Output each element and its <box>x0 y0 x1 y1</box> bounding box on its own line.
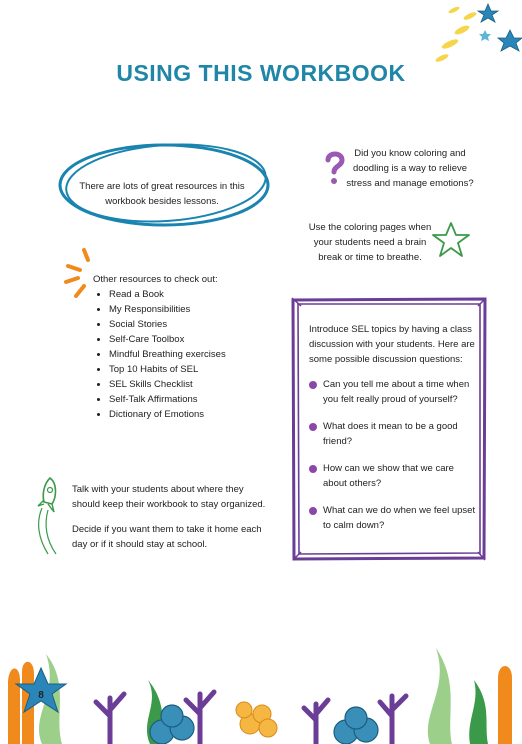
discussion-question: Can you tell me about a time when you felt really proud of yourself? <box>309 377 479 407</box>
list-item: • Social Stories <box>109 317 293 332</box>
bullet-dot <box>309 465 317 473</box>
rocket-icon <box>26 474 70 560</box>
discussion-question: What can we do when we feel upset to calm down? <box>309 503 479 533</box>
did-you-know-text: Did you know coloring and doodling is a way to relieve stress and manage emotions? <box>346 148 474 189</box>
seaweed-icon <box>428 648 452 744</box>
other-resources-heading: Other resources to check out: <box>93 274 218 285</box>
discussion-question: How can we show that we care about others? <box>309 461 479 491</box>
yellow-coral-icon <box>236 702 277 737</box>
list-item: • My Responsibilities <box>109 302 293 317</box>
orange-burst-icon <box>62 246 96 302</box>
seaweed-icon <box>469 680 488 744</box>
lens-text: There are lots of great resources in this workbook besides lessons. <box>79 181 245 207</box>
bullet-dot <box>309 381 317 389</box>
bullet-dot <box>309 507 317 515</box>
blue-star-icon <box>498 30 522 51</box>
list-item: • SEL Skills Checklist <box>109 377 293 392</box>
other-resources <box>93 272 293 422</box>
discussion-intro: Introduce SEL topics by having a class discussion with your students. Here are some possible discussion questions: <box>309 324 475 365</box>
page-title: USING THIS WORKBOOK <box>116 60 406 86</box>
talk-paragraph: Talk with your students about where they should keep their workbook to stay organized. <box>72 484 266 510</box>
coloring-tip-text: Use the coloring pages when your students need a brain break or time to breathe. <box>308 222 432 263</box>
coral-reef-decoration <box>0 624 522 744</box>
bullet-dot <box>309 423 317 431</box>
discussion-box <box>309 322 479 545</box>
blue-star-icon <box>478 4 498 22</box>
list-item: • Mindful Breathing exercises <box>109 347 293 362</box>
list-item: • Self-Talk Affirmations <box>109 392 293 407</box>
green-star-icon <box>430 220 472 260</box>
list-item: • Self-Care Toolbox <box>109 332 293 347</box>
page-number: 8 <box>38 690 44 701</box>
talk-paragraph: Decide if you want them to take it home each day or if it should stay at school. <box>72 524 262 550</box>
talk-text <box>72 482 272 562</box>
discussion-question: What does it mean to be a good friend? <box>309 419 479 449</box>
list-item: • Read a Book <box>109 287 293 302</box>
yellow-fish-icon <box>435 6 478 64</box>
list-item: • Top 10 Habits of SEL <box>109 362 293 377</box>
orange-coral-icon <box>498 666 512 744</box>
question-mark-icon <box>322 150 346 186</box>
small-star-icon <box>479 30 491 41</box>
list-item: • Dictionary of Emotions <box>109 407 293 422</box>
resource-list <box>93 287 293 422</box>
